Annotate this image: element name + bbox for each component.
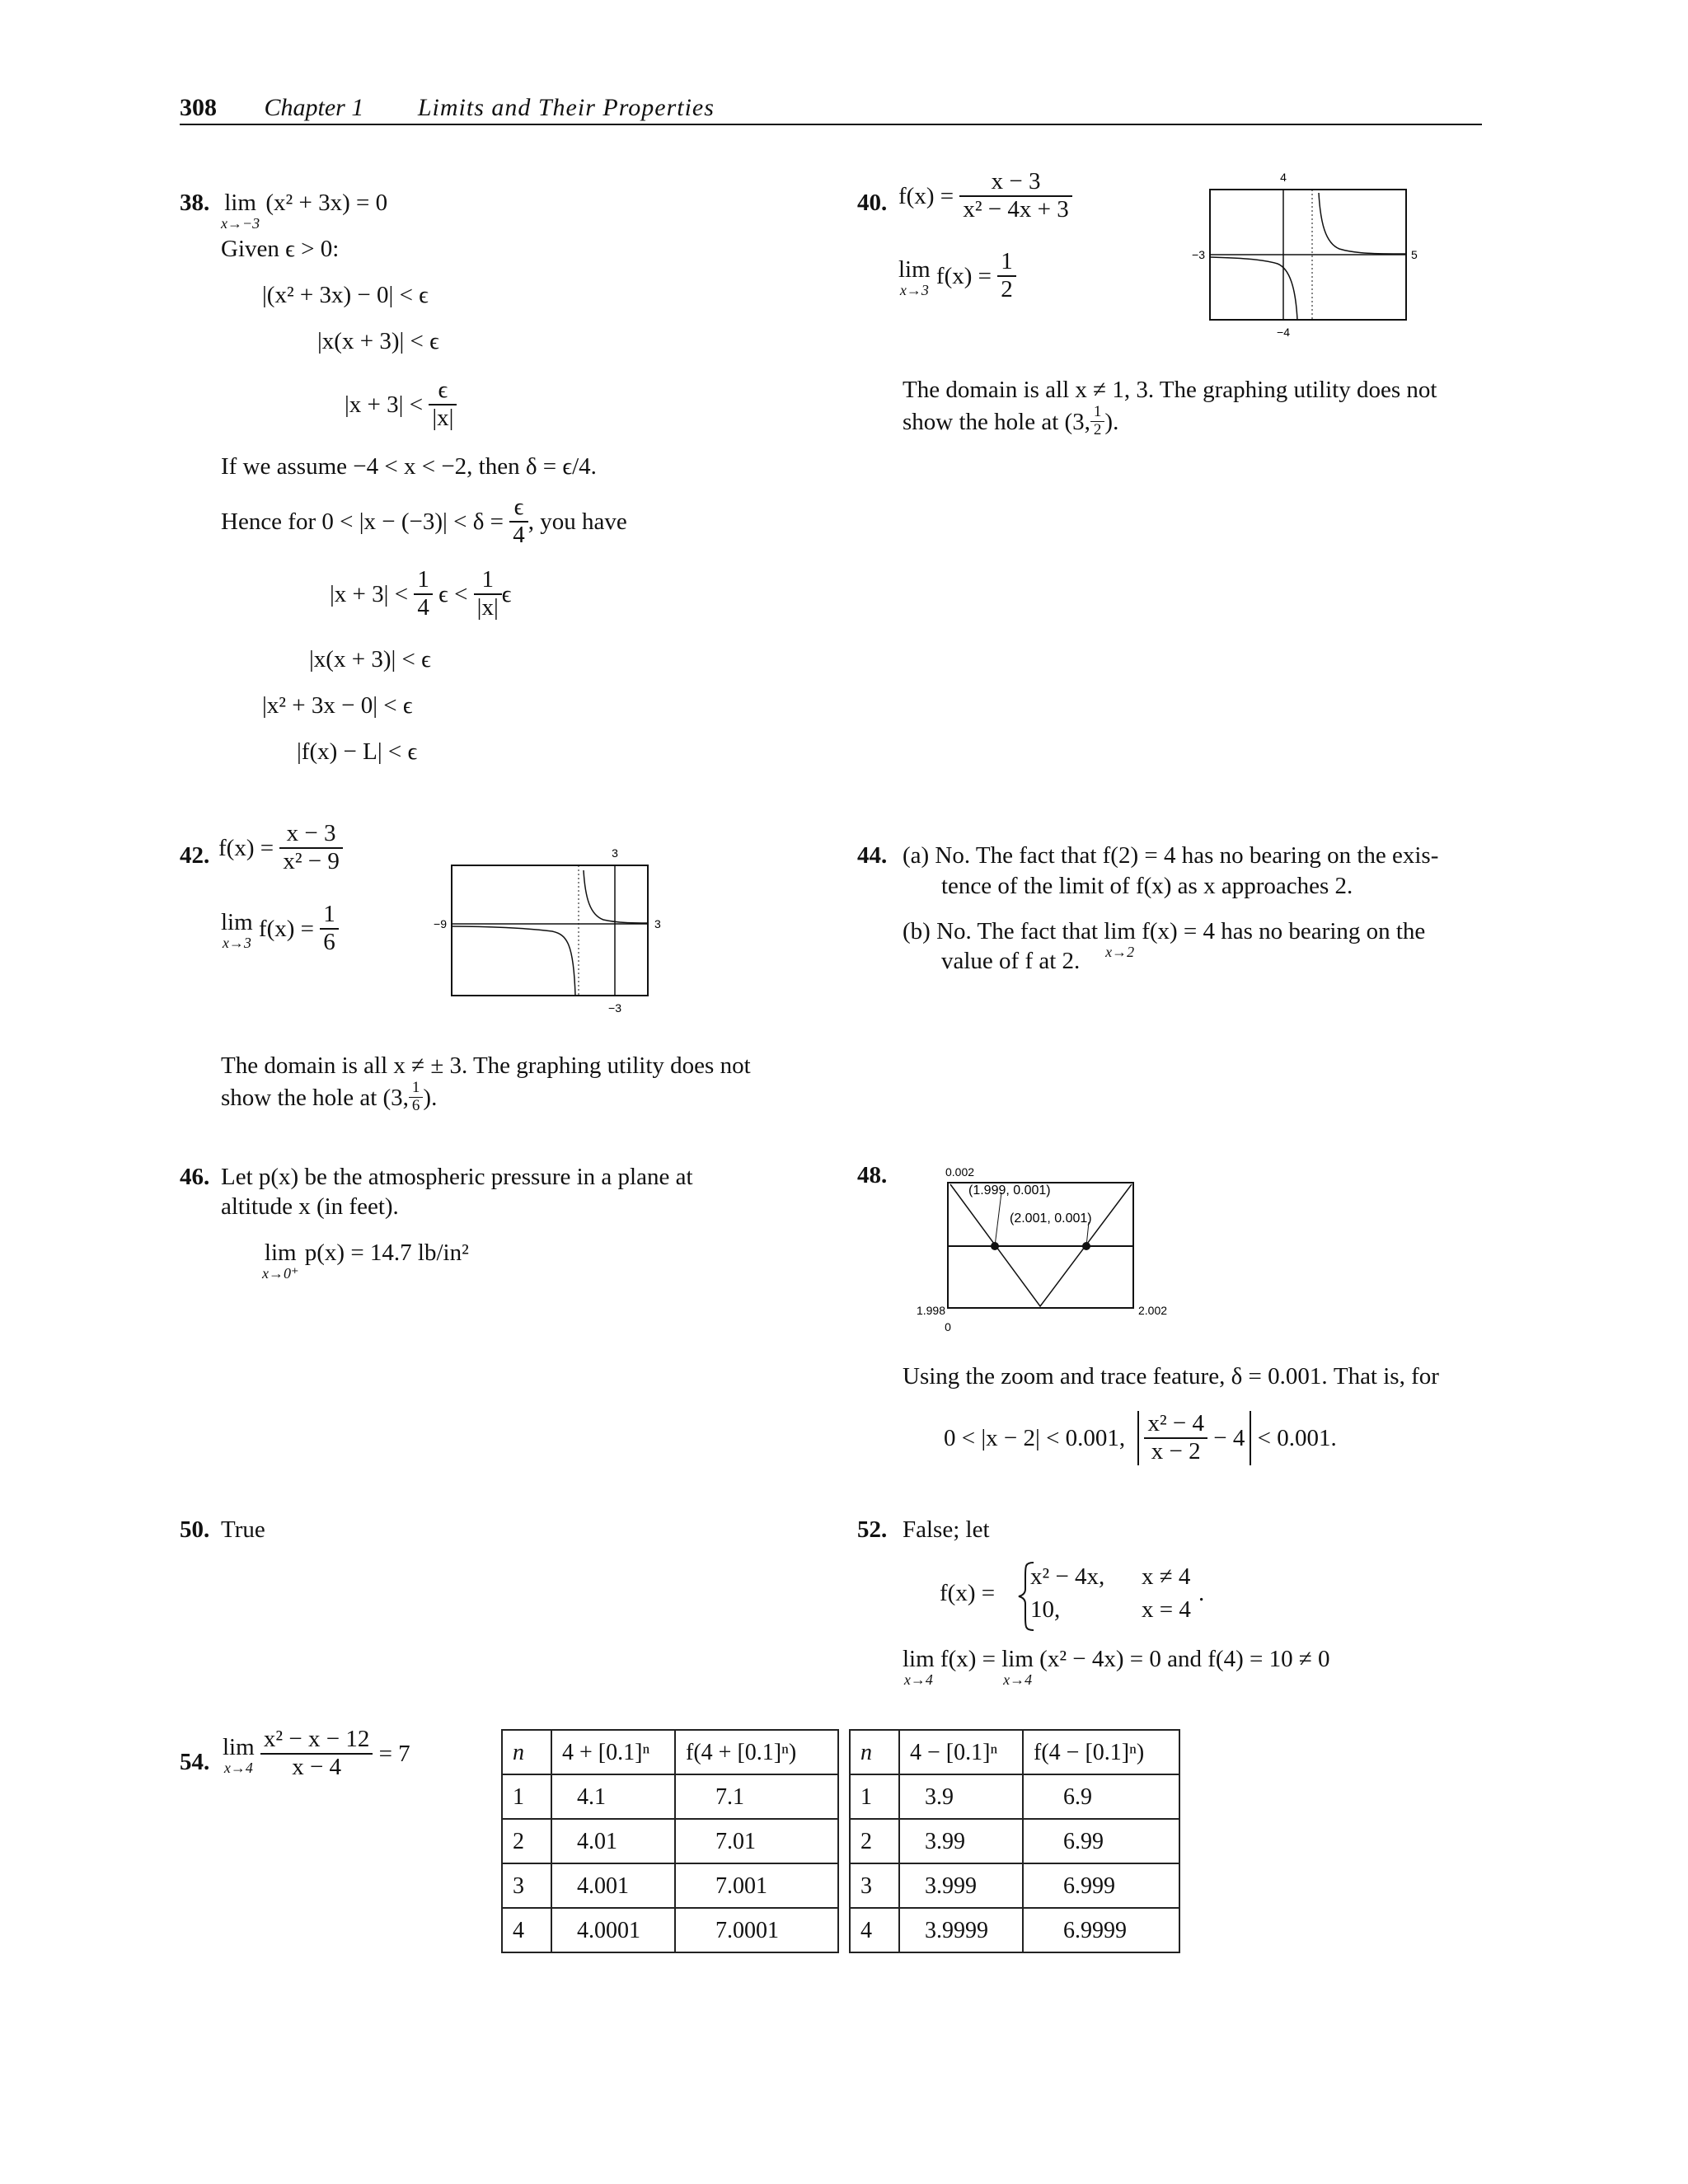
header-cell: 4 + [0.1]ⁿ — [551, 1730, 675, 1774]
case-1-expr: x² − 4x, — [1030, 1563, 1105, 1590]
answer-text: False; let — [903, 1516, 990, 1543]
problem-number: 54. — [180, 1749, 210, 1775]
hole-text: show the hole at (3, $\frac{1}{2}$ ). — [903, 403, 1119, 438]
limit-value: lim x→0⁺ p(x) = 14.7 lb/in² — [262, 1240, 469, 1282]
limit-value: lim x→3 f(x) = $\frac{1}{2}$ — [898, 249, 1016, 303]
problem-number: 38. — [180, 190, 210, 216]
step-2: |x(x + 3)| < ϵ — [317, 328, 439, 354]
domain-text: The domain is all x ≠ 1, 3. The graphing utility does not — [903, 377, 1437, 403]
table-row: 4 3.9999 6.9999 — [850, 1908, 1179, 1952]
hole-text: show the hole at (3, $\frac{1}{6}$ ). — [221, 1079, 438, 1114]
chapter-label: Chapter 1 — [264, 94, 364, 121]
x-min-label: 1.998 — [916, 1304, 945, 1317]
problem-number: 44. — [857, 842, 888, 869]
y-max-label: 0.002 — [945, 1165, 975, 1179]
header-cell: n — [850, 1730, 899, 1774]
function-definition: f(x) = $\frac{x - 3}{\text{x² − 4x + 3}}$ — [898, 169, 1072, 223]
problem-number: 42. — [180, 842, 210, 869]
case-2-cond: x = 4 — [1142, 1596, 1191, 1623]
x-max-label: 3 — [654, 917, 661, 930]
zoom-text: Using the zoom and trace feature, δ = 0.001. That is, for — [903, 1363, 1439, 1390]
table-right-approach — [501, 1729, 839, 1953]
point-label-1: (1.999, 0.001) — [968, 1183, 1051, 1197]
table-row: 3 4.001 7.001 — [502, 1863, 838, 1908]
header-rule — [180, 124, 1482, 125]
case-2-expr: 10, — [1030, 1596, 1061, 1623]
answer-text: True — [221, 1516, 265, 1543]
x-max-label: 2.002 — [1138, 1304, 1168, 1317]
part-a-line1: (a) No. The fact that f(2) = 4 has no bearing on the exis- — [903, 842, 1439, 869]
header-cell: 4 − [0.1]ⁿ — [899, 1730, 1023, 1774]
limit-expression: lim x→4 $\frac{\text{x² − x − 12}}{x - 4}$ = 7 — [223, 1726, 410, 1780]
graph-48 — [903, 1158, 1207, 1339]
limit-line: lim x→4 f(x) = lim x→4 (x² − 4x) = 0 and f(4) = 10 ≠ 0 — [903, 1646, 1330, 1689]
x-min-label: −3 — [1192, 248, 1205, 261]
limit-expression: lim x→−3 (x² + 3x) = 0 — [221, 190, 388, 232]
table-row: 1 3.9 6.9 — [850, 1774, 1179, 1819]
step-6: |x² + 3x − 0| < ϵ — [262, 692, 413, 719]
header-cell: n — [502, 1730, 551, 1774]
domain-text: The domain is all x ≠ ± 3. The graphing utility does not — [221, 1052, 751, 1079]
table-header-row — [850, 1730, 1179, 1774]
y-max-label: 4 — [1280, 171, 1287, 184]
problem-number: 52. — [857, 1516, 888, 1543]
header-cell: f(4 − [0.1]ⁿ) — [1023, 1730, 1179, 1774]
x-max-label: 5 — [1411, 248, 1418, 261]
y-min-label: −4 — [1277, 326, 1290, 339]
problem-number: 48. — [857, 1162, 888, 1188]
y-max-label: 3 — [612, 846, 618, 860]
inequality: 0 < |x − 2| < 0.001, $\frac{\text{x² − 4}}{x - 2}$ − 4 < 0.001. — [944, 1410, 1337, 1465]
table-row: 3 3.999 6.999 — [850, 1863, 1179, 1908]
step-3: |x + 3| < $\frac{\epsilon}{|x|}$ — [345, 377, 457, 432]
part-a-line2: tence of the limit of f(x) as x approaches 2. — [941, 873, 1353, 899]
graph-40 — [1187, 165, 1459, 346]
piecewise-fx: f(x) = — [940, 1580, 996, 1606]
part-b-line1: (b) No. The fact that lim x→2 f(x) = 4 has no bearing on the — [903, 918, 1426, 961]
function-definition: f(x) = $\frac{x - 3}{\text{x² − 9}}$ — [218, 821, 343, 875]
x-min-label: −9 — [434, 917, 447, 930]
table-row: 4 4.0001 7.0001 — [502, 1908, 838, 1952]
y-min-label: −3 — [608, 1001, 621, 1015]
chapter-title: Limits and Their Properties — [417, 94, 715, 121]
given-line: Given ϵ > 0: — [221, 236, 340, 262]
point-label-2: (2.001, 0.001) — [1010, 1212, 1092, 1226]
page-header — [180, 92, 715, 124]
table-row: 2 4.01 7.01 — [502, 1819, 838, 1863]
step-7: |f(x) − L| < ϵ — [297, 738, 418, 765]
case-1-cond: x ≠ 4 — [1142, 1563, 1191, 1590]
text-line-1: Let p(x) be the atmospheric pressure in a plane at — [221, 1164, 693, 1190]
step-1: |(x² + 3x) − 0| < ϵ — [262, 282, 429, 308]
header-cell: f(4 + [0.1]ⁿ) — [675, 1730, 838, 1774]
assumption-line: If we assume −4 < x < −2, then δ = ϵ/4. — [221, 453, 597, 480]
graph-42 — [429, 841, 676, 1022]
table-header-row — [502, 1730, 838, 1774]
table-row: 2 3.99 6.99 — [850, 1819, 1179, 1863]
period: . — [1198, 1580, 1205, 1606]
problem-number: 46. — [180, 1164, 210, 1190]
part-b-line2: value of f at 2. — [941, 948, 1081, 974]
y-min-label: 0 — [945, 1320, 951, 1333]
hence-line: Hence for 0 < |x − (−3)| < δ = $\frac{\epsilon}{4}$ , you have — [221, 494, 627, 548]
page-number: 308 — [180, 94, 217, 121]
problem-number: 50. — [180, 1516, 210, 1543]
step-5: |x(x + 3)| < ϵ — [309, 646, 431, 673]
table-left-approach — [849, 1729, 1180, 1953]
step-4: |x + 3| < $\frac{1}{4}$ ϵ < $\frac{1}{|x|}$ ϵ — [330, 566, 512, 621]
text-line-2: altitude x (in feet). — [221, 1193, 399, 1220]
table-row: 1 4.1 7.1 — [502, 1774, 838, 1819]
problem-number: 40. — [857, 190, 888, 216]
limit-value: lim x→3 f(x) = $\frac{1}{6}$ — [221, 902, 339, 956]
